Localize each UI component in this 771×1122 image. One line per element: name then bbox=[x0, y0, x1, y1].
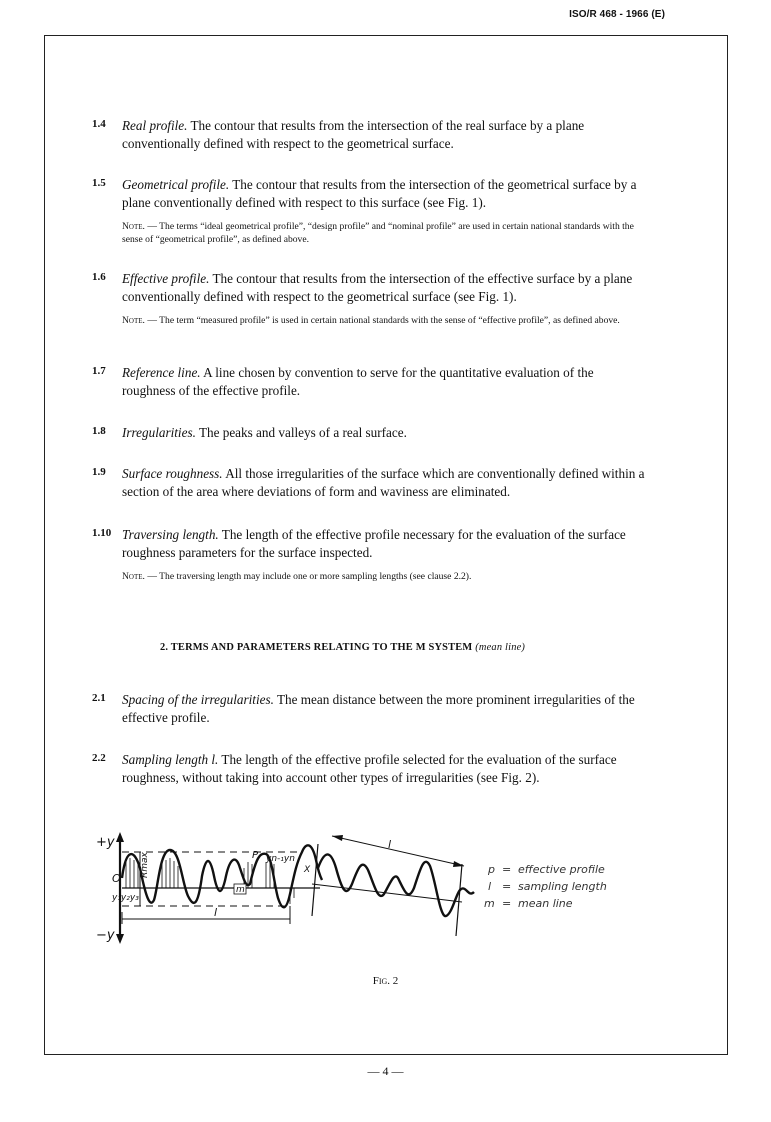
tilted-frame-right bbox=[456, 864, 462, 936]
rmax-label: Rmax bbox=[140, 852, 150, 878]
y-ordinates-right: yn-₁yn bbox=[266, 854, 295, 864]
m-label: m bbox=[236, 885, 245, 895]
clause-number: 1.8 bbox=[92, 425, 106, 437]
plus-y-label: +y bbox=[96, 835, 115, 850]
clause-term: Surface roughness. bbox=[122, 466, 223, 481]
document-header: ISO/R 468 - 1966 (E) bbox=[569, 9, 665, 20]
clause-term: Traversing length. bbox=[122, 527, 219, 542]
x-label: X bbox=[304, 865, 311, 875]
clause-number: 1.9 bbox=[92, 466, 106, 478]
section-heading bbox=[160, 642, 525, 653]
clause-term: Effective profile. bbox=[122, 271, 210, 286]
effective-profile-right bbox=[318, 854, 474, 916]
clause-term: Spacing of the irregularities. bbox=[122, 692, 274, 707]
figure-caption: Fig. 2 bbox=[372, 975, 399, 987]
clause-1-4 bbox=[92, 117, 647, 153]
clause-1-8 bbox=[92, 424, 647, 442]
clause-text: The mean distance between the more prominent irregularities of the effective profile. bbox=[122, 692, 635, 725]
legend-desc: sampling length bbox=[518, 880, 607, 893]
clause-number: 1.6 bbox=[92, 271, 106, 283]
p-label: P bbox=[252, 850, 259, 861]
figure-2-diagram bbox=[90, 828, 620, 950]
note-label: Note. bbox=[122, 221, 145, 232]
note bbox=[122, 571, 647, 584]
legend-sym: l bbox=[488, 880, 492, 893]
note-text: — The traversing length may include one or more sampling lengths (see clause 2.2). bbox=[147, 571, 472, 582]
clause-1-7 bbox=[92, 364, 647, 400]
clause-1-9 bbox=[92, 465, 647, 501]
clause-number: 2.1 bbox=[92, 692, 106, 704]
clause-text: The contour that results from the intersection of the real surface by a plane conventionally defined with respect to the geometrical surface. bbox=[122, 118, 585, 151]
y-ordinates-left: y₁y₂y₃ bbox=[112, 893, 139, 903]
l-label-left: l bbox=[214, 906, 218, 919]
note-label: Note. bbox=[122, 571, 145, 582]
l-label-right: l bbox=[388, 838, 392, 851]
clause-term: Geometrical profile. bbox=[122, 177, 230, 192]
section-subtitle: (mean line) bbox=[475, 642, 526, 653]
legend-eq: = bbox=[502, 863, 512, 876]
clause-1-5 bbox=[92, 176, 647, 246]
minus-y-label: −y bbox=[96, 928, 115, 943]
legend-desc: effective profile bbox=[518, 863, 605, 876]
clause-text: All those irregularities of the surface which are conventionally defined within a section of the area where deviations of form and waviness are eliminated. bbox=[122, 466, 645, 499]
y-axis-arrow-up bbox=[116, 832, 124, 842]
clause-text: The contour that results from the intersection of the effective surface by a plane conventionally defined with respect to the geometrical surface (see Fig. 1). bbox=[122, 271, 633, 304]
clause-number: 1.5 bbox=[92, 177, 106, 189]
section-title: 2. TERMS AND PARAMETERS RELATING TO THE M SYSTEM bbox=[160, 642, 473, 653]
clause-term: Irregularities. bbox=[122, 425, 196, 440]
clause-number: 1.4 bbox=[92, 118, 106, 130]
clause-term: Reference line. bbox=[122, 365, 201, 380]
clause-text: The contour that results from the intersection of the geometrical surface by a plane conventionally defined with respect to this surface (see Fig. 1). bbox=[122, 177, 637, 210]
clause-number: 2.2 bbox=[92, 752, 106, 764]
note-text: — The terms “ideal geometrical profile”, “design profile” and “nominal profile” are used in certain national standards with the sense of “geometrical profile”, as defined above. bbox=[122, 221, 634, 245]
note-text: — The term “measured profile” is used in certain national standards with the sense of “effective profile”, as defined above. bbox=[147, 315, 620, 326]
clause-text: The peaks and valleys of a real surface. bbox=[198, 425, 407, 440]
clause-text: A line chosen by convention to serve for the quantitative evaluation of the roughness of the effective profile. bbox=[122, 365, 594, 398]
clause-number: 1.7 bbox=[92, 365, 106, 377]
note bbox=[122, 221, 647, 246]
clause-1-6 bbox=[92, 270, 647, 328]
legend-eq: = bbox=[502, 897, 512, 910]
legend-eq: = bbox=[502, 880, 512, 893]
legend-sym: p bbox=[488, 863, 495, 876]
origin-label: O bbox=[112, 872, 121, 885]
legend-sym: m bbox=[484, 897, 495, 910]
figure-legend bbox=[484, 863, 607, 910]
sampling-length-arrow-right bbox=[332, 836, 464, 866]
legend-desc: mean line bbox=[518, 897, 573, 910]
clause-text: The length of the effective profile necessary for the evaluation of the surface roughness parameters for the surface inspected. bbox=[122, 527, 626, 560]
page-number: — 4 — bbox=[367, 1064, 404, 1078]
clause-2-1 bbox=[92, 691, 647, 727]
clause-number: 1.10 bbox=[92, 527, 112, 539]
y-axis-arrow-down bbox=[116, 934, 124, 944]
note bbox=[122, 315, 647, 328]
clause-term: Real profile. bbox=[122, 118, 188, 133]
clause-2-2 bbox=[92, 751, 647, 787]
note-label: Note. bbox=[122, 315, 145, 326]
clause-text: The length of the effective profile selected for the evaluation of the surface roughness, without taking into account other types of irregularities (see Fig. 2). bbox=[122, 752, 617, 785]
clause-term: Sampling length l. bbox=[122, 752, 219, 767]
clause-1-10 bbox=[92, 526, 647, 584]
